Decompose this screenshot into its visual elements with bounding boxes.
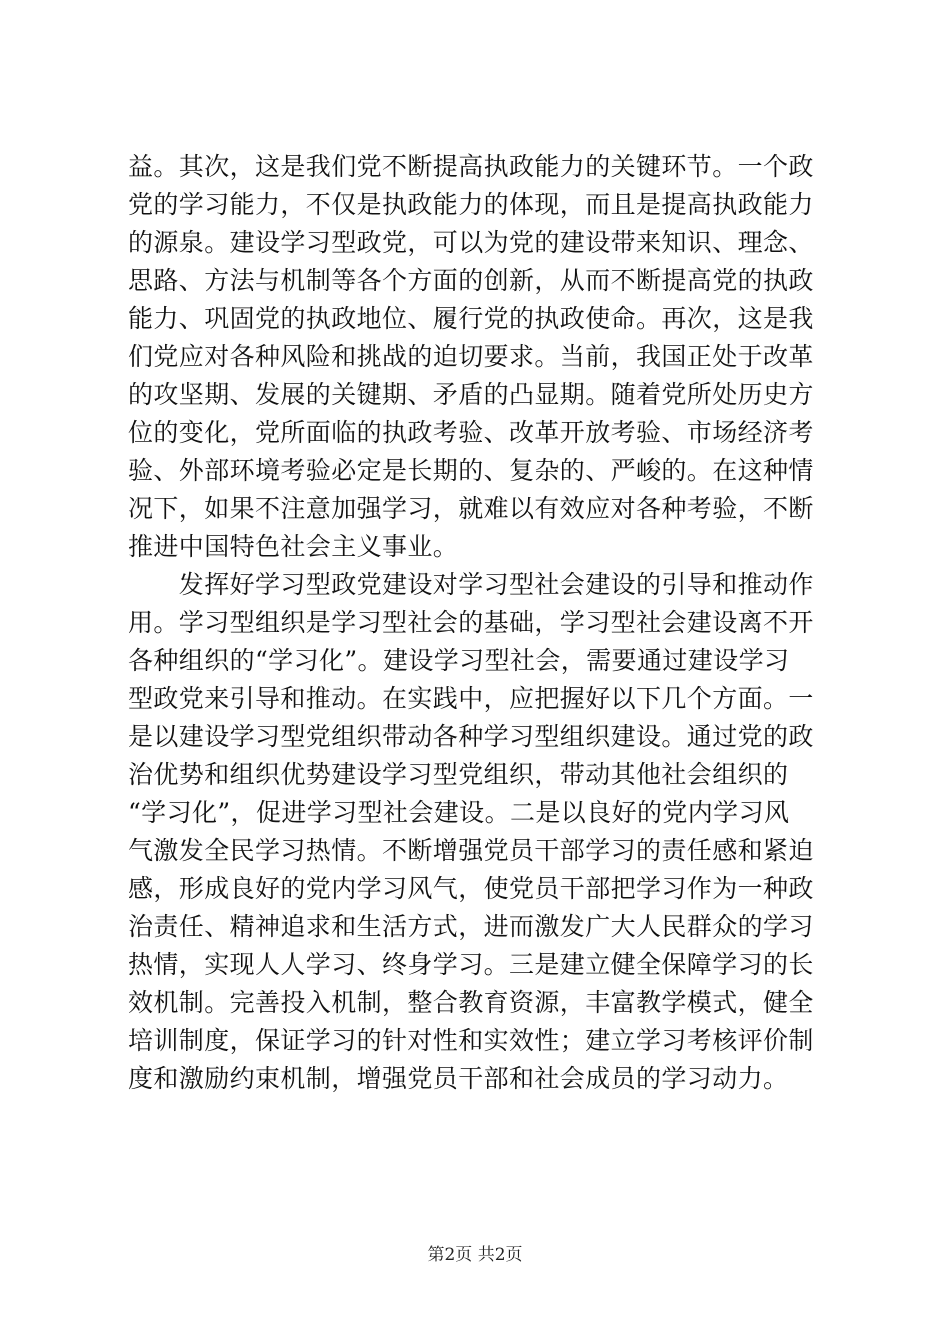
document-body [128, 148, 832, 1098]
text-line: 效机制。完善投入机制，整合教育资源，丰富教学模式，健全 [128, 988, 814, 1017]
text-line: 用。学习型组织是学习型社会的基础，学习型社会建设离不开 [128, 608, 814, 637]
text-line: 位的变化，党所面临的执政考验、改革开放考验、市场经济考 [128, 418, 814, 447]
text-line: 验、外部环境考验必定是长期的、复杂的、严峻的。在这种情 [128, 456, 814, 485]
text-line: 感，形成良好的党内学习风气，使党员干部把学习作为一种政 [128, 874, 814, 903]
text-line: 各种组织的“学习化”。建设学习型社会，需要通过建设学习 [128, 646, 790, 675]
text-line: “学习化”，促进学习型社会建设。二是以良好的党内学习风 [128, 798, 790, 827]
text-line: 度和激励约束机制，增强党员干部和社会成员的学习动力。 [128, 1064, 789, 1093]
text-line: 发挥好学习型政党建设对学习型社会建设的引导和推动作 [128, 570, 814, 599]
text-line: 气激发全民学习热情。不断增强党员干部学习的责任感和紧迫 [128, 836, 814, 865]
text-line: 益。其次，这是我们党不断提高执政能力的关键环节。一个政 [128, 152, 814, 181]
text-line: 培训制度，保证学习的针对性和实效性；建立学习考核评价制 [128, 1026, 814, 1055]
text-line: 党的学习能力，不仅是执政能力的体现，而且是提高执政能力 [128, 190, 814, 219]
text-line: 热情，实现人人学习、终身学习。三是建立健全保障学习的长 [128, 950, 814, 979]
text-line: 治优势和组织优势建设学习型党组织，带动其他社会组织的 [128, 760, 789, 789]
text-line: 思路、方法与机制等各个方面的创新，从而不断提高党的执政 [128, 266, 814, 295]
text-line: 能力、巩固党的执政地位、履行党的执政使命。再次，这是我 [128, 304, 814, 333]
text-line: 是以建设学习型党组织带动各种学习型组织建设。通过党的政 [128, 722, 814, 751]
text-line: 型政党来引导和推动。在实践中，应把握好以下几个方面。一 [128, 684, 814, 713]
page-number-footer: 第2页 共2页 [427, 1245, 523, 1265]
paragraph-2 [128, 566, 832, 1098]
text-line: 的攻坚期、发展的关键期、矛盾的凸显期。随着党所处历史方 [128, 380, 814, 409]
text-line: 推进中国特色社会主义事业。 [128, 532, 459, 561]
text-line: 们党应对各种风险和挑战的迫切要求。当前，我国正处于改革 [128, 342, 814, 371]
text-line: 治责任、精神追求和生活方式，进而激发广大人民群众的学习 [128, 912, 814, 941]
text-line: 的源泉。建设学习型政党，可以为党的建设带来知识、理念、 [128, 228, 814, 257]
text-line: 况下，如果不注意加强学习，就难以有效应对各种考验，不断 [128, 494, 814, 523]
paragraph-1 [128, 148, 832, 566]
